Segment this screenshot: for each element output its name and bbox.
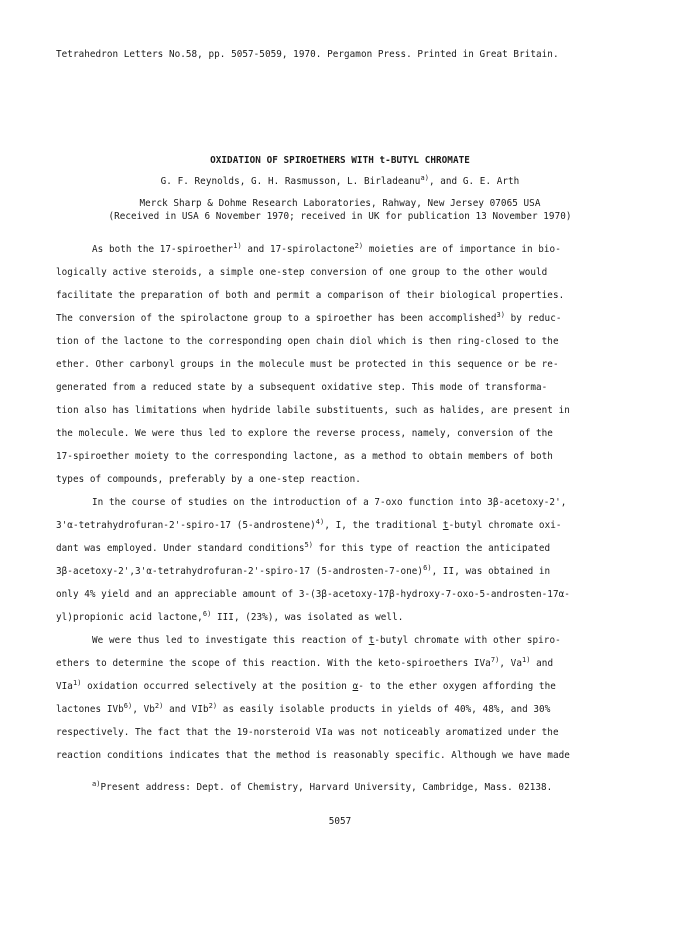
ref-mark: 7) — [490, 656, 500, 664]
text-run: for this type of reaction the anticipated — [313, 543, 551, 554]
text-run: and — [530, 658, 554, 669]
ref-mark: 6) — [423, 564, 432, 572]
p3-line-4 — [56, 703, 626, 716]
text-run: oxidation occurred selectively at the position — [81, 681, 353, 692]
text-run: 3β-acetoxy-2',3'α-tetrahydrofuran-2'-spiro-17 (5-androsten-7-one) — [56, 566, 424, 577]
p1-line-5: tion of the lactone to the corresponding open chain diol which is then ring-closed to the — [56, 336, 559, 347]
ref-mark: 1) — [72, 679, 82, 687]
author-last: , and G. E. Arth — [428, 176, 520, 187]
ref-mark: 2) — [354, 242, 364, 250]
article-title — [0, 154, 680, 167]
page-number: 5057 — [328, 816, 352, 827]
text-run: t — [442, 520, 449, 531]
author-footnote-mark: a) — [420, 174, 429, 182]
affiliation: Merck Sharp & Dohme Research Laboratories, Rahway, New Jersey 07065 USA — [139, 198, 541, 209]
footnote — [92, 781, 662, 794]
text-run: moieties are of importance in bio- — [363, 244, 561, 255]
ref-mark: 2) — [154, 702, 164, 710]
text-run: yl)propionic acid lactone, — [56, 612, 203, 623]
text-run: and 17-spirolactone — [241, 244, 355, 255]
text-run: lactones IVb — [56, 704, 124, 715]
p2-line-4 — [56, 565, 626, 578]
footnote-text: Present address: Dept. of Chemistry, Harvard University, Cambridge, Mass. 02138. — [100, 782, 553, 793]
ref-mark: 1) — [521, 656, 531, 664]
p1-line-10: 17-spiroether moiety to the corresponding lactone, as a method to obtain members of both — [56, 451, 553, 462]
ref-mark: 3) — [496, 311, 506, 319]
author-names: G. F. Reynolds, G. H. Rasmusson, L. Birladeanu — [160, 176, 421, 187]
text-run: α — [352, 681, 359, 692]
text-run: The conversion of the spirolactone group to a spiroether has been accomplished — [56, 313, 497, 324]
p2-line-6 — [56, 611, 626, 624]
p1-line-9: the molecule. We were thus led to explore the reverse process, namely, conversion of the — [56, 428, 553, 439]
title-text: OXIDATION OF SPIROETHERS WITH t-BUTYL CHROMATE — [210, 155, 470, 166]
text-run: As both the 17-spiroether — [92, 244, 234, 255]
received-dates: (Received in USA 6 November 1970; received in UK for publication 13 November 1970) — [108, 211, 572, 222]
text-run: , I, the traditional — [324, 520, 443, 531]
text-run: III, (23%), was isolated as well. — [211, 612, 404, 623]
ref-mark: 5) — [304, 541, 314, 549]
text-run: , II, was obtained in — [431, 566, 551, 577]
text-run: , Va — [499, 658, 522, 669]
text-run: VIa — [56, 681, 73, 692]
p1-line-6: ether. Other carbonyl groups in the molecule must be protected in this sequence or be re- — [56, 359, 559, 370]
journal-header: Tetrahedron Letters No.58, pp. 5057-5059, 1970. Pergamon Press. Printed in Great Britain. — [56, 49, 559, 60]
p1-line-2: logically active steroids, a simple one-step conversion of one group to the other would — [56, 267, 548, 278]
p2-line-5: only 4% yield and an appreciable amount of 3-(3β-acetoxy-17β-hydroxy-7-oxo-5-androsten-17α- — [56, 589, 570, 600]
text-run: and VIb — [163, 704, 209, 715]
ref-mark: 6) — [202, 610, 212, 618]
p3-line-3 — [56, 680, 626, 693]
ref-mark: 1) — [233, 242, 242, 250]
footnote-mark: a) — [92, 780, 101, 788]
p3-line-1 — [92, 634, 662, 647]
text-run: -butyl chromate oxi- — [448, 520, 562, 531]
p2-line-3 — [56, 542, 626, 555]
p3-line-2 — [56, 657, 626, 670]
p2-line-1: In the course of studies on the introduction of a 7-oxo function into 3β-acetoxy-2', — [92, 497, 567, 508]
text-run: by reduc- — [505, 313, 562, 324]
text-run: 3'α-tetrahydrofuran-2'-spiro-17 (5-androstene) — [56, 520, 316, 531]
text-run: t — [368, 635, 375, 646]
text-run: - to the ether oxygen affording the — [358, 681, 556, 692]
p3-line-5: respectively. The fact that the 19-norsteroid VIa was not noticeably aromatized under the — [56, 727, 559, 738]
text-run: ethers to determine the scope of this reaction. With the keto-spiroethers IVa — [56, 658, 491, 669]
ref-mark: 2) — [208, 702, 218, 710]
p1-line-11: types of compounds, preferably by a one-step reaction. — [56, 474, 361, 485]
ref-mark: 4) — [315, 518, 325, 526]
p1-line-7: generated from a reduced state by a subsequent oxidative step. This mode of transforma- — [56, 382, 548, 393]
p2-line-2 — [56, 519, 626, 532]
text-run: , Vb — [132, 704, 155, 715]
text-run: dant was employed. Under standard conditions — [56, 543, 305, 554]
ref-mark: 6) — [123, 702, 133, 710]
p1-line-3: facilitate the preparation of both and permit a comparison of their biological properties. — [56, 290, 565, 301]
p1-line-8: tion also has limitations when hydride labile substituents, such as halides, are present in — [56, 405, 570, 416]
p1-line-1 — [92, 243, 662, 256]
text-run: We were thus led to investigate this reaction of — [92, 635, 369, 646]
author-line — [0, 175, 680, 188]
text-run: -butyl chromate with other spiro- — [374, 635, 561, 646]
p1-line-4 — [56, 312, 626, 325]
p3-line-6: reaction conditions indicates that the method is reasonably specific. Although we have made — [56, 750, 570, 761]
text-run: as easily isolable products in yields of 40%, 48%, and 30% — [217, 704, 551, 715]
